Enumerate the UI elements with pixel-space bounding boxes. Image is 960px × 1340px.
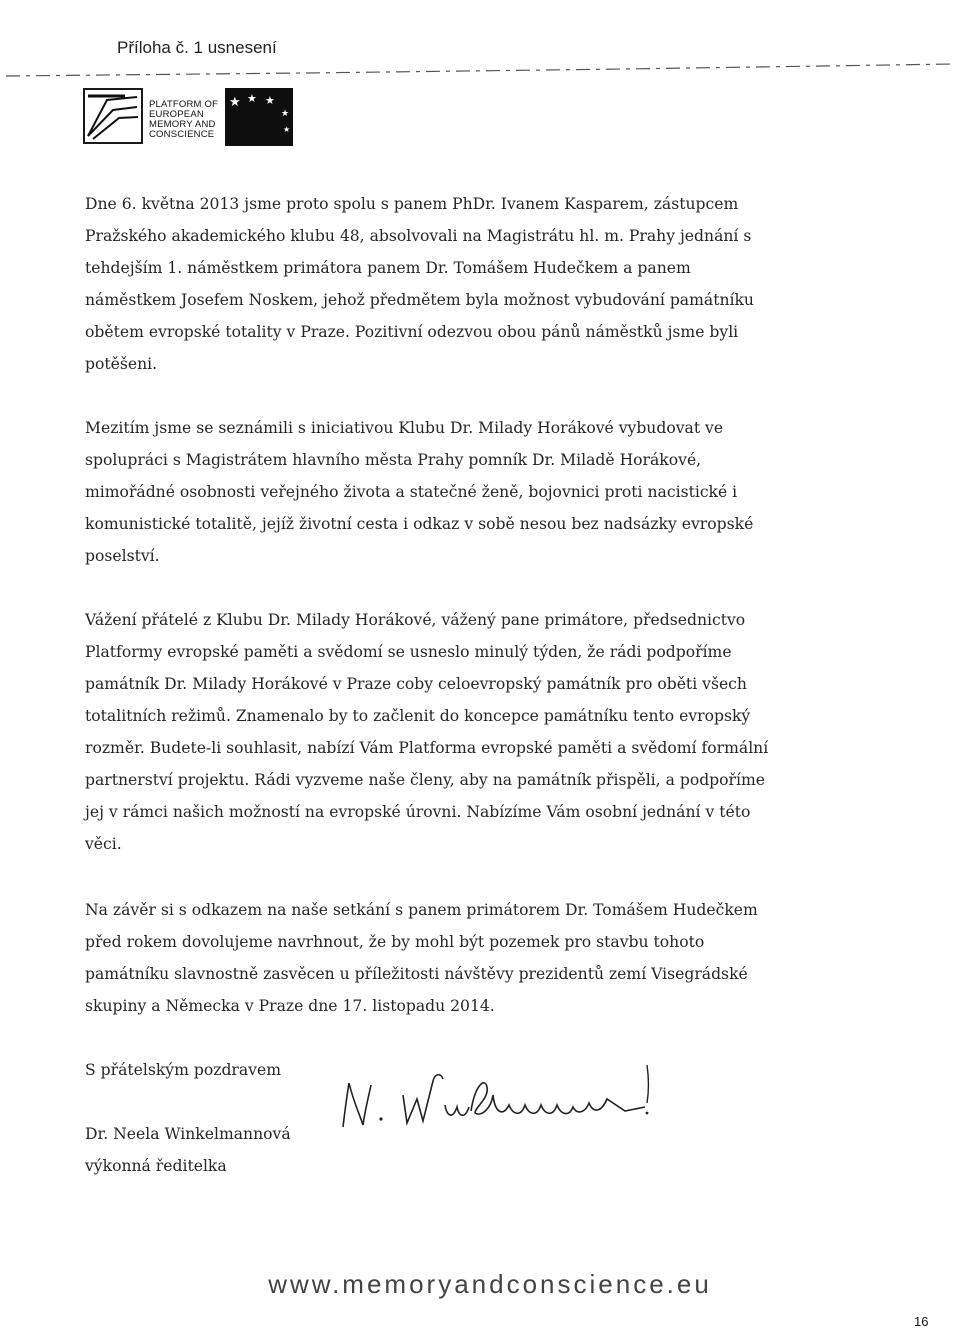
handwritten-signature: [325, 1055, 665, 1145]
svg-text:★: ★: [247, 92, 257, 105]
logo-emblem-icon: [85, 90, 141, 142]
svg-text:★: ★: [229, 95, 241, 110]
page-number: 16: [914, 1314, 929, 1329]
attachment-header: Příloha č. 1 usnesení: [117, 38, 277, 57]
svg-text:★: ★: [283, 125, 291, 134]
logo-emblem: [83, 88, 143, 144]
stars-icon: [225, 88, 293, 146]
header-dashed-rule: [4, 62, 956, 80]
paragraph-initiative: Mezitím jsme se seznámili s iniciativou Klubu Dr. Milady Horákové vybudovat ve spolupráci s Magistrátem hlavního města Prahy pomník Dr. Miladě Horákové, mimořádné osobnosti veřejného života a statečné ženě, bojovnici proti nacistické i komunistické totalitě, jejíž životní cesta i odkaz v sobě nesou bez nadsázky evropské poselství.: [85, 419, 754, 565]
eu-stars-flag: [225, 88, 293, 146]
svg-text:★: ★: [265, 94, 275, 107]
paragraph-offer: Vážení přátelé z Klubu Dr. Milady Horákové, vážený pane primátore, předsednictvo Platformy evropské paměti a svědomí se usneslo minulý týden, že rádi podpoříme památník Dr. Milady Horákové v Praze coby celoevropský památník pro oběti všech totalitních režimů. Znamenalo by to začlenit do koncepce památníku tento evropský rozměr. Budete-li souhlasit, nabízí Vám Platforma evropské paměti a svědomí formální partnerství projektu. Rádi vyzveme naše členy, aby na památník přispěli, a podpoříme jej v rámci našich možností na evropské úrovni. Nabízíme Vám osobní jednání v této věci.: [85, 611, 769, 853]
signer-name: Dr. Neela Winkelmannová: [85, 1125, 291, 1143]
logo-text: PLATFORM OF EUROPEAN MEMORY AND CONSCIENCE: [149, 99, 219, 140]
signer-role: výkonná ředitelka: [85, 1157, 227, 1175]
paragraph-proposal: Na závěr si s odkazem na naše setkání s panem primátorem Dr. Tomášem Hudečkem před rokem dovolujeme navrhnout, že by mohl být pozemek pro stavbu tohoto památníku slavnostně zasvěcen u příležitosti návštěvy prezidentů zemí Visegrádské skupiny a Německa v Praze dne 17. listopadu 2014.: [85, 901, 758, 1015]
platform-logo: [83, 88, 293, 146]
svg-text:★: ★: [281, 109, 290, 119]
paragraph-meeting: Dne 6. května 2013 jsme proto spolu s panem PhDr. Ivanem Kasparem, zástupcem Pražského akademického klubu 48, absolvovali na Magistrátu hl. m. Prahy jednání s tehdejším 1. náměstkem primátora panem Dr. Tomášem Hudečkem a panem náměstkem Josefem Noskem, jehož předmětem byla možnost vybudování památníku obětem evropské totality v Praze. Pozitivní odezvou obou pánů náměstků jsme byli potěšeni.: [85, 195, 754, 373]
footer-website: www.memoryandconscience.eu: [268, 1269, 712, 1299]
closing-greeting: S přátelským pozdravem: [85, 1061, 282, 1079]
